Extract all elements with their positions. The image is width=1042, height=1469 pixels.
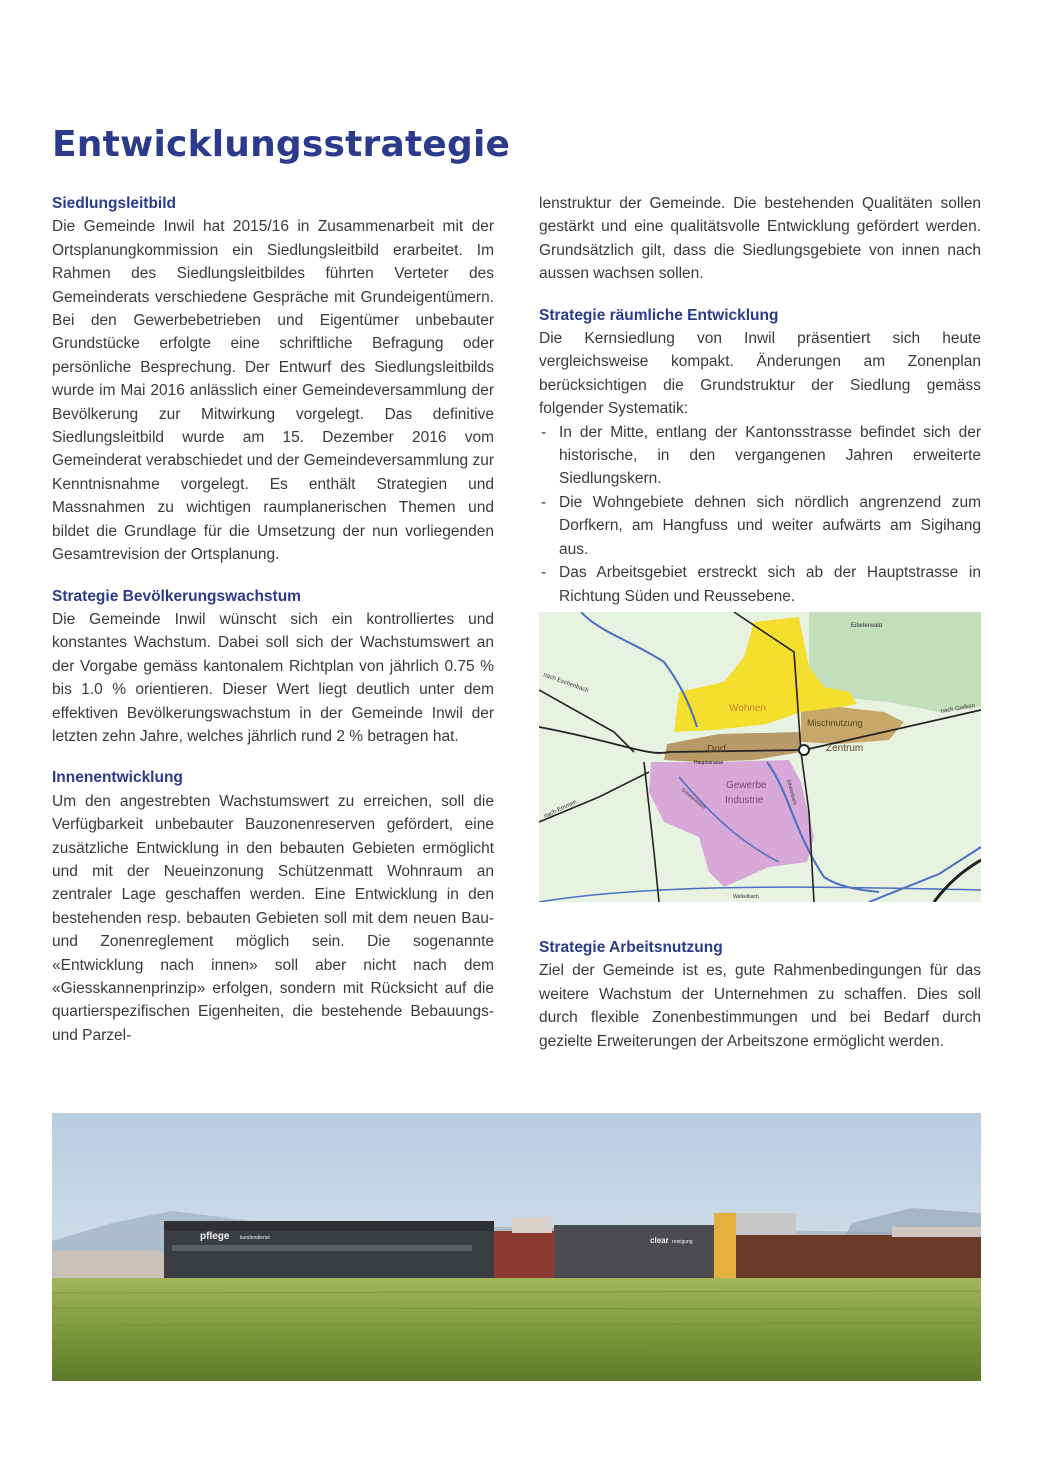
map-label-weikelbach: Weikelbach (733, 894, 759, 900)
map-label-gisikon: nach Gisikon (940, 703, 976, 715)
map-label-eibelerbach: Eibelerbach (785, 778, 798, 807)
page-title: Entwicklungsstrategie (52, 124, 511, 165)
photo-building-brown (736, 1235, 981, 1283)
map-label-eibelerwald: Eibelerwald (851, 623, 883, 629)
text-arbeitsnutzung: Ziel der Gemeinde ist es, gute Rahmenbedingungen für das weitere Wachstum der Unternehmen zu schaffen. Dies soll durch flexible Zonenbestimmungen und bei Bedarf durch gezielte Erweiterungen der Arbeitszone ermöglicht werden. (539, 962, 981, 1050)
map-label-dorf: Dorf (707, 744, 726, 755)
map-label-eschenbach: nach Eschenbach (542, 672, 590, 695)
heading-innenentwicklung: Innenentwicklung (52, 769, 183, 787)
arbeitsnutzung-section (539, 936, 981, 1053)
map-label-wohnen: Wohnen (729, 703, 767, 714)
map-label-mischnutzung: Mischnutzung (807, 718, 863, 728)
text-innenentwicklung-left: Um den angestrebten Wachstumswert zu erreichen, soll die Verfügbarkeit unbebauter Bauzonenreserven gefördert, eine zusätzliche Entwicklung in den bebauten Gebieten ermöglicht und mit der Neueinzonung Schützenmatt Wohnraum an zentraler Lage geschaffen werden. Eine Entwicklung in den bestehenden resp. bebauten Gebieten soll mit dem neuen Bau- und Zonenreglement möglich sein. Die sogenannte «Entwicklung nach innen» soll aber nicht nach dem «Giesskannenprinzip» erfolgen, sondern mit Rücksicht auf die quartierspezifischen Eigenheiten, die bestehende Bebauungs- und Parzel- (52, 792, 494, 1044)
left-column (52, 192, 494, 1047)
zoning-map (539, 612, 981, 902)
photo-building-main-band (164, 1221, 494, 1231)
heading-bevoelkerung: Strategie Bevölkerungswachstum (52, 587, 301, 605)
photo-building-mid (554, 1225, 714, 1283)
photo-building-tower-yellow (714, 1213, 736, 1283)
photo-building-windows (172, 1245, 472, 1251)
map-junction-marker (799, 745, 809, 755)
text-bevoelkerung: Die Gemeinde Inwil wünscht sich ein kontrolliertes und konstantes Wachstum. Dabei soll sich der Wachstumswert an der Vorgabe gemäss kantonalem Richtplan von jährlich 0.75 % bis 1.0 % orientieren. Dieser Wert liegt deutlich unter dem effektiven Bevölkerungswachstum in der Gemeinde Inwil der letzten zehn Jahre, welches jährlich rund 2 % betragen hat. (52, 610, 494, 745)
photo-field (52, 1278, 981, 1381)
map-label-gewerbe: Gewerbe (726, 780, 767, 791)
photo-sign-right-brand: clear (650, 1236, 669, 1245)
text-raeumlich: Die Kernsiedlung von Inwil präsentiert sich heute vergleichsweise kompakt. Änderungen am Zonenplan berücksichtigen die Grundstruktur der Siedlung gemäss folgender Systematik: (539, 330, 981, 418)
photo-building-mid-light (512, 1217, 552, 1233)
bullet-item: - In der Mitte, entlang der Kantonsstrasse befindet sich der historische, in den vergangenen Jahren erweiterte Siedlungskern. (539, 421, 981, 491)
photo-sign-left-brand: pflege (200, 1231, 230, 1242)
map-label-hauptstrasse: Hauptstrasse (694, 760, 724, 766)
text-innenentwicklung-right: lenstruktur der Gemeinde. Die bestehenden Qualitäten sollen gestärkt und eine qualitätsvolle Entwicklung gefördert werden. Grundsätzlich gilt, dass die Siedlungsgebiete von innen nach aussen wachsen sollen. (539, 195, 981, 283)
bullet-item: - Das Arbeitsgebiet erstreckt sich ab der Hauptstrasse in Richtung Süden und Reussebene. (539, 561, 981, 608)
map-label-schwarzbach: Schwarzbach (679, 786, 707, 811)
industrial-area-photo (52, 1113, 981, 1381)
heading-raeumlich: Strategie räumliche Entwicklung (539, 306, 779, 324)
raeumlich-bullet-list (539, 421, 981, 608)
heading-siedlungsleitbild: Siedlungsleitbild (52, 195, 177, 212)
heading-arbeitsnutzung: Strategie Arbeitsnutzung (539, 939, 723, 956)
map-label-emmen: nach Emmen (543, 799, 578, 820)
photo-building-mid-red (494, 1231, 554, 1283)
photo-sign-left-rest: kundendienst (240, 1235, 270, 1241)
photo-building-right-roof (892, 1227, 981, 1237)
photo-sign-right-rest: reinigung (672, 1239, 693, 1245)
text-siedlungsleitbild: Die Gemeinde Inwil hat 2015/16 in Zusammenarbeit mit der Ortsplanungkommission ein Siedlungsleitbild erarbeitet. Im Rahmen des Siedlungsleitbildes führten Verteter des Gemeinderats verschiedene Gespräche mit Grundeigentümern. Bei den Gewerbebetrieben und Eigentümer unbebauter Grundstücke erfolgte eine schriftliche Befragung oder persönliche Besprechung. Der Entwurf des Siedlungsleitbilds wurde im Mai 2016 anlässlich einer Gemeindeversammlung der Bevölkerung zur Mitwirkung vorgelegt. Das definitive Siedlungsleitbild wurde am 15. Dezember 2016 vom Gemeinderat verabschiedet und der Gemeindeversammlung zur Kenntnisnahme vorgelegt. Es enthält Strategien und Massnahmen zu wichtigen raumplanerischen Themen und bildet die Grundlage für die Umsetzung der nun vorliegenden Gesamtrevision der Ortsplanung. (52, 218, 494, 564)
map-label-zentrum: Zentrum (826, 743, 864, 754)
bullet-item: - Die Wohngebiete dehnen sich nördlich angrenzend zum Dorfkern, am Hangfuss und weiter aufwärts am Sigihang aus. (539, 491, 981, 561)
right-column (539, 192, 981, 608)
map-label-industrie: Industrie (725, 795, 764, 806)
